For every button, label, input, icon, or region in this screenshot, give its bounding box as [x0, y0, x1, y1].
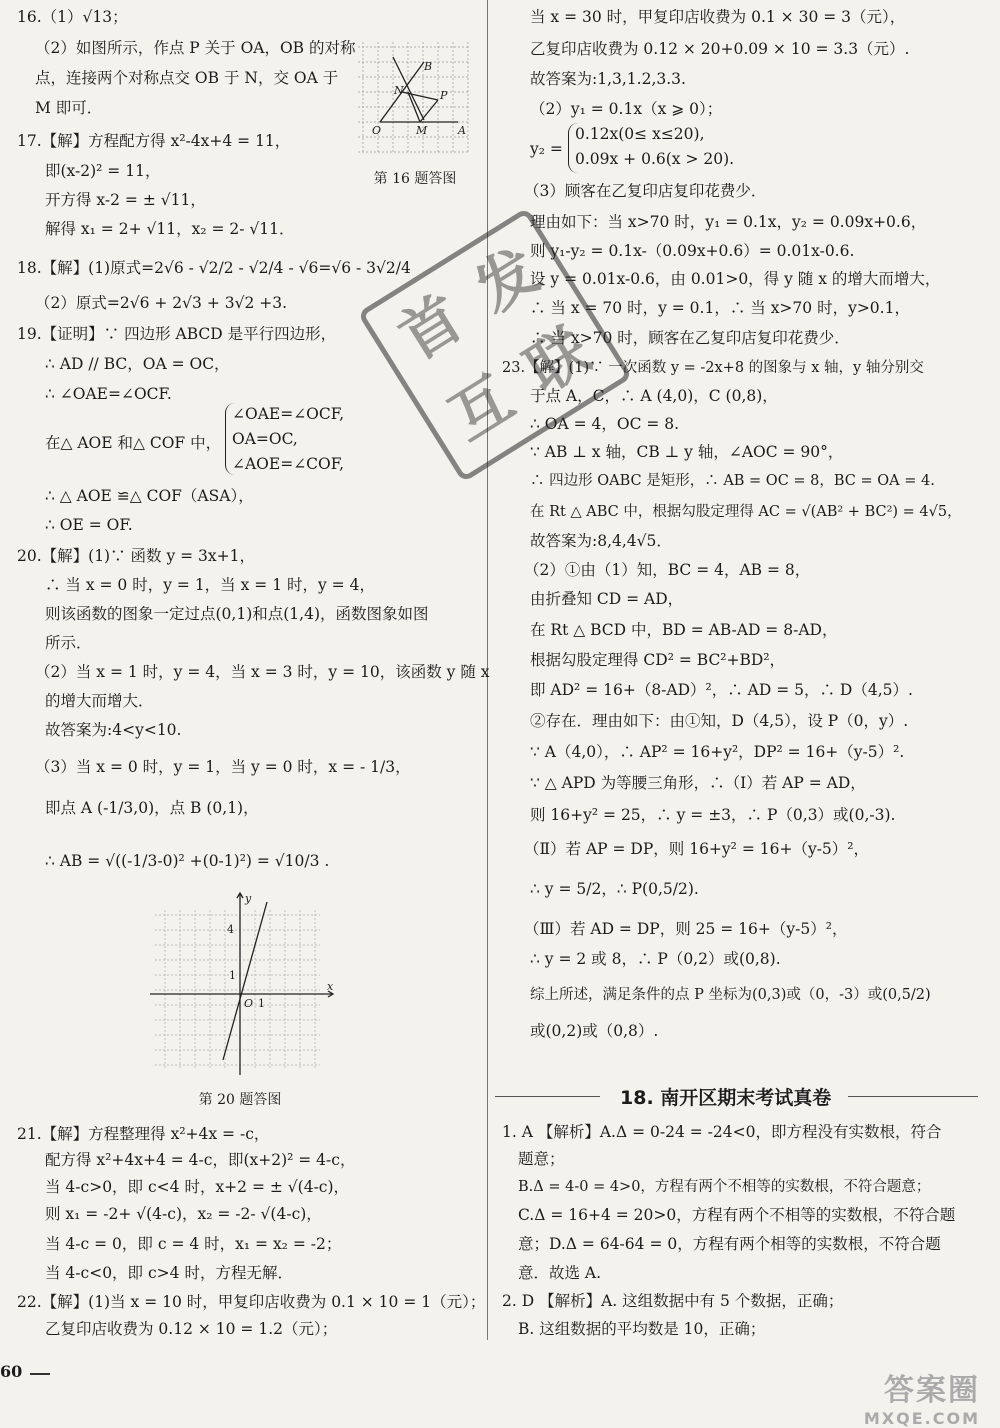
text-line: 的增大而增大． [45, 692, 154, 710]
text-line: 则 16+y² = 25，∴ y = ±3，∴ P（0,3）或(0,-3). [530, 806, 896, 824]
fig20-label: O [244, 997, 254, 1010]
text-line: ∴ ∠OAE=∠OCF. [45, 385, 172, 403]
text-line: （2）①由（1）知，BC = 4，AB = 8， [524, 561, 811, 579]
text-line: C.Δ = 16+4 = 20>0，方程有两个不相等的实数根，不符合题 [518, 1206, 956, 1224]
section-title: 18. 南开区期末考试真卷 [620, 1087, 832, 1109]
text-line: 所示． [45, 634, 92, 652]
text-line: （2）原式=2√6 + 2√3 + 3√2 +3. [35, 294, 288, 312]
footer-rule [30, 1373, 50, 1375]
brace22-prefix: y₂ = [530, 140, 563, 158]
text-line: 乙复印店收费为 0.12 × 20+0.09 × 10 = 3.3（元）. [530, 40, 910, 58]
stamp-char: 首 [387, 282, 476, 374]
text-line: 题意； [518, 1150, 565, 1168]
q21-answer: 21.【解】方程整理得 x²+4x = -c， [17, 1125, 270, 1143]
text-line: （Ⅱ）若 AP = DP，则 16+y² = 16+（y-5）²， [524, 840, 870, 858]
text-line: 意；D.Δ = 64-64 = 0，方程有两个相等的实数根，不符合题 [518, 1235, 941, 1253]
text-line: 即点 A (-1/3,0)，点 B (0,1)， [45, 799, 259, 817]
fig20-label: x [327, 980, 334, 993]
text-line: 则该函数的图象一定过点(0,1)和点(1,4)，函数图象如图 [45, 605, 429, 623]
text-line: （2）当 x = 1 时，y = 4，当 x = 3 时，y = 10，该函数 y 随 x [35, 663, 490, 681]
text-line: 乙复印店收费为 0.12 × 10 = 1.2（元）； [45, 1320, 338, 1338]
text-line: ∴ 当 x = 70 时，y = 0.1，∴ 当 x>70 时，y>0.1， [530, 299, 910, 317]
text-line: 故答案为:8,4,4√5． [530, 532, 672, 550]
watermark-logo [864, 1365, 980, 1428]
title-rule-left [495, 1096, 600, 1097]
text-line: 由折叠知 CD = AD， [530, 590, 684, 608]
stamp-char: 联 [514, 315, 603, 407]
title-rule-right [848, 1096, 978, 1097]
text-line: 当 4-c>0，即 c<4 时，x+2 = ± √(4-c)， [45, 1178, 350, 1196]
text-line: 综上所述，满足条件的点 P 坐标为(0,3)或（0，-3）或(0,5/2) [530, 987, 931, 1003]
text-line: ∴ △ AOE ≌△ COF（ASA）， [45, 487, 254, 505]
text-line: （2）如图所示，作点 P 关于 OA，OB 的对称 [35, 39, 356, 57]
fig16-label: P [440, 89, 448, 102]
text-line: 在△ AOE 和△ COF 中， [45, 434, 222, 452]
text-line: ∴ OE = OF. [45, 516, 133, 534]
text-line: 则 y₁-y₂ = 0.1x-（0.09x+0.6）= 0.01x-0.6. [530, 242, 855, 260]
text-line: B. 这组数据的平均数是 10，正确； [518, 1320, 766, 1338]
text-line: 当 4-c<0，即 c>4 时，方程无解． [45, 1264, 293, 1282]
text-line: ②存在．理由如下：由①知，D（4,5），设 P（0，y）. [530, 712, 909, 730]
text-line: （3）当 x = 0 时，y = 1，当 y = 0 时，x = - 1/3， [35, 758, 411, 776]
text-line: 当 x = 30 时，甲复印店收费为 0.1 × 30 = 3（元）， [530, 8, 906, 26]
text-line: 当 4-c = 0，即 c = 4 时，x₁ = x₂ = -2； [45, 1235, 342, 1253]
text-line: 则 x₁ = -2+ √(4-c)，x₂ = -2- √(4-c)， [45, 1205, 322, 1223]
brace-line: ∠OAE=∠OCF, [232, 405, 345, 423]
text-line: ∴ AD // BC，OA = OC， [45, 355, 230, 373]
text-line: ∴ 当 x = 0 时，y = 1，当 x = 1 时，y = 4， [45, 576, 375, 594]
fig16-label: B [424, 60, 433, 73]
watermark-url: MXQE.COM [863, 1409, 980, 1428]
text-line: 设 y = 0.01x-0.6，由 0.01>0，得 y 随 x 的增大而增大， [530, 270, 941, 288]
stamp-char: 发 [463, 234, 552, 327]
text-line: ∴ AB = √((-1/3-0)² +(0-1)²) = √10/3 . [45, 852, 330, 870]
s18-q2-answer: 2. D 【解析】A. 这组数据中有 5 个数据，正确； [502, 1292, 844, 1310]
text-line: 故答案为:4<y<10. [45, 721, 182, 739]
text-line: 即(x-2)² = 11， [45, 162, 161, 180]
fig20-label: y [245, 892, 252, 905]
text-line: ∴ y = 5/2，∴ P(0,5/2). [530, 880, 699, 898]
text-line: 点，连接两个对称点交 OB 于 N，交 OA 于 [35, 69, 339, 87]
q18-answer: 18.【解】(1)原式=2√6 - √2/2 - √2/4 - √6=√6 - 3√2/4 [17, 259, 411, 277]
text-line: 于点 A，C，∴ A (4,0)，C (0,8)， [530, 387, 778, 405]
text-line: 根据勾股定理得 CD² = BC²+BD²， [530, 651, 786, 669]
text-line: B.Δ = 4-0 = 4>0，方程有两个不相等的实数根，不符合题意； [518, 1179, 931, 1195]
text-line: ∵ A（4,0），∴ AP² = 16+y²，DP² = 16+（y-5）². [530, 743, 905, 761]
text-line: （2）y₁ = 0.1x（x ⩾ 0）； [530, 100, 723, 118]
text-line: 故答案为:1,3,1.2,3.3. [530, 70, 686, 88]
q20-answer: 20.【解】(1)∵ 函数 y = 3x+1， [17, 547, 256, 565]
q17-answer: 17.【解】方程配方得 x²-4x+4 = 11， [17, 132, 291, 150]
stamp-char: 互 [437, 363, 526, 455]
text-line: 在 Rt △ BCD 中，BD = AB-AD = 8-AD， [530, 621, 838, 639]
fig20-label: 4 [227, 923, 234, 936]
fig20-label: 1 [258, 997, 265, 1010]
s18-q1-answer: 1. A 【解析】A.Δ = 0-24 = -24<0，即方程没有实数根，符合 [502, 1123, 942, 1141]
q19-answer: 19.【证明】∵ 四边形 ABCD 是平行四边形， [17, 325, 337, 343]
text-line: 理由如下：当 x>70 时，y₁ = 0.1x，y₂ = 0.09x+0.6， [530, 213, 927, 231]
q23-answer: 23.【解】(1)∵ 一次函数 y = -2x+8 的图象与 x 轴，y 轴分别交 [502, 360, 924, 376]
text-line: 开方得 x-2 = ± √11， [45, 191, 206, 209]
figure-20-graph [145, 890, 340, 1080]
figure-16-diagram [358, 42, 470, 154]
text-line: ∴ 四边形 OABC 是矩形，∴ AB = OC = 8，BC = OA = 4. [530, 473, 935, 489]
text-line: （Ⅲ）若 AD = DP，则 25 = 16+（y-5）²， [524, 920, 848, 938]
fig16-label: A [458, 124, 466, 137]
figure-16-caption: 第 16 题答图 [373, 171, 457, 187]
text-line: ∴ 当 x>70 时，顾客在乙复印店复印花费少． [530, 329, 850, 347]
fig16-label: O [372, 124, 382, 137]
page-number: 60 [0, 1362, 23, 1381]
text-line: ∴ OA = 4，OC = 8. [530, 415, 680, 433]
brace-system-19 [225, 403, 366, 475]
fig20-label: 1 [229, 969, 236, 982]
fig16-label: M [416, 124, 428, 137]
brace-line: OA=OC, [232, 430, 298, 448]
fig16-label: N [394, 84, 404, 97]
brace-line: ∠AOE=∠COF, [232, 455, 345, 473]
text-line: ∵ AB ⊥ x 轴，CB ⊥ y 轴，∠AOC = 90°， [530, 443, 844, 461]
text-line: ∴ y = 2 或 8，∴ P（0,2）或(0,8). [530, 950, 781, 968]
brace-line: 0.12x(0≤ x≤20), [575, 125, 705, 143]
q22-answer: 22.【解】(1)当 x = 10 时，甲复印店收费为 0.1 × 10 = 1（元）； [17, 1293, 486, 1311]
text-line: 即 AD² = 16+（8-AD）²，∴ AD = 5，∴ D（4,5）. [530, 681, 913, 699]
q16-answer: 16.（1）√13； [17, 8, 128, 26]
watermark-title: 答案圈 [884, 1373, 980, 1408]
text-line: （3）顾客在乙复印店复印花费少． [524, 182, 767, 200]
text-line: 或(0,2)或（0,8）. [530, 1022, 659, 1040]
text-line: 配方得 x²+4x+4 = 4-c，即(x+2)² = 4-c， [45, 1151, 356, 1169]
figure-20-caption: 第 20 题答图 [198, 1092, 282, 1108]
brace-system-22 [568, 123, 769, 173]
brace-line: 0.09x + 0.6(x > 20). [575, 150, 735, 168]
text-line: 在 Rt △ ABC 中，根据勾股定理得 AC = √(AB² + BC²) = 4√5， [530, 504, 962, 520]
text-line: 意．故选 A. [518, 1264, 602, 1282]
text-line: ∵ △ APD 为等腰三角形，∴（Ⅰ）若 AP = AD， [530, 774, 866, 792]
text-line: M 即可． [35, 99, 103, 117]
text-line: 解得 x₁ = 2+ √11，x₂ = 2- √11． [45, 220, 295, 238]
